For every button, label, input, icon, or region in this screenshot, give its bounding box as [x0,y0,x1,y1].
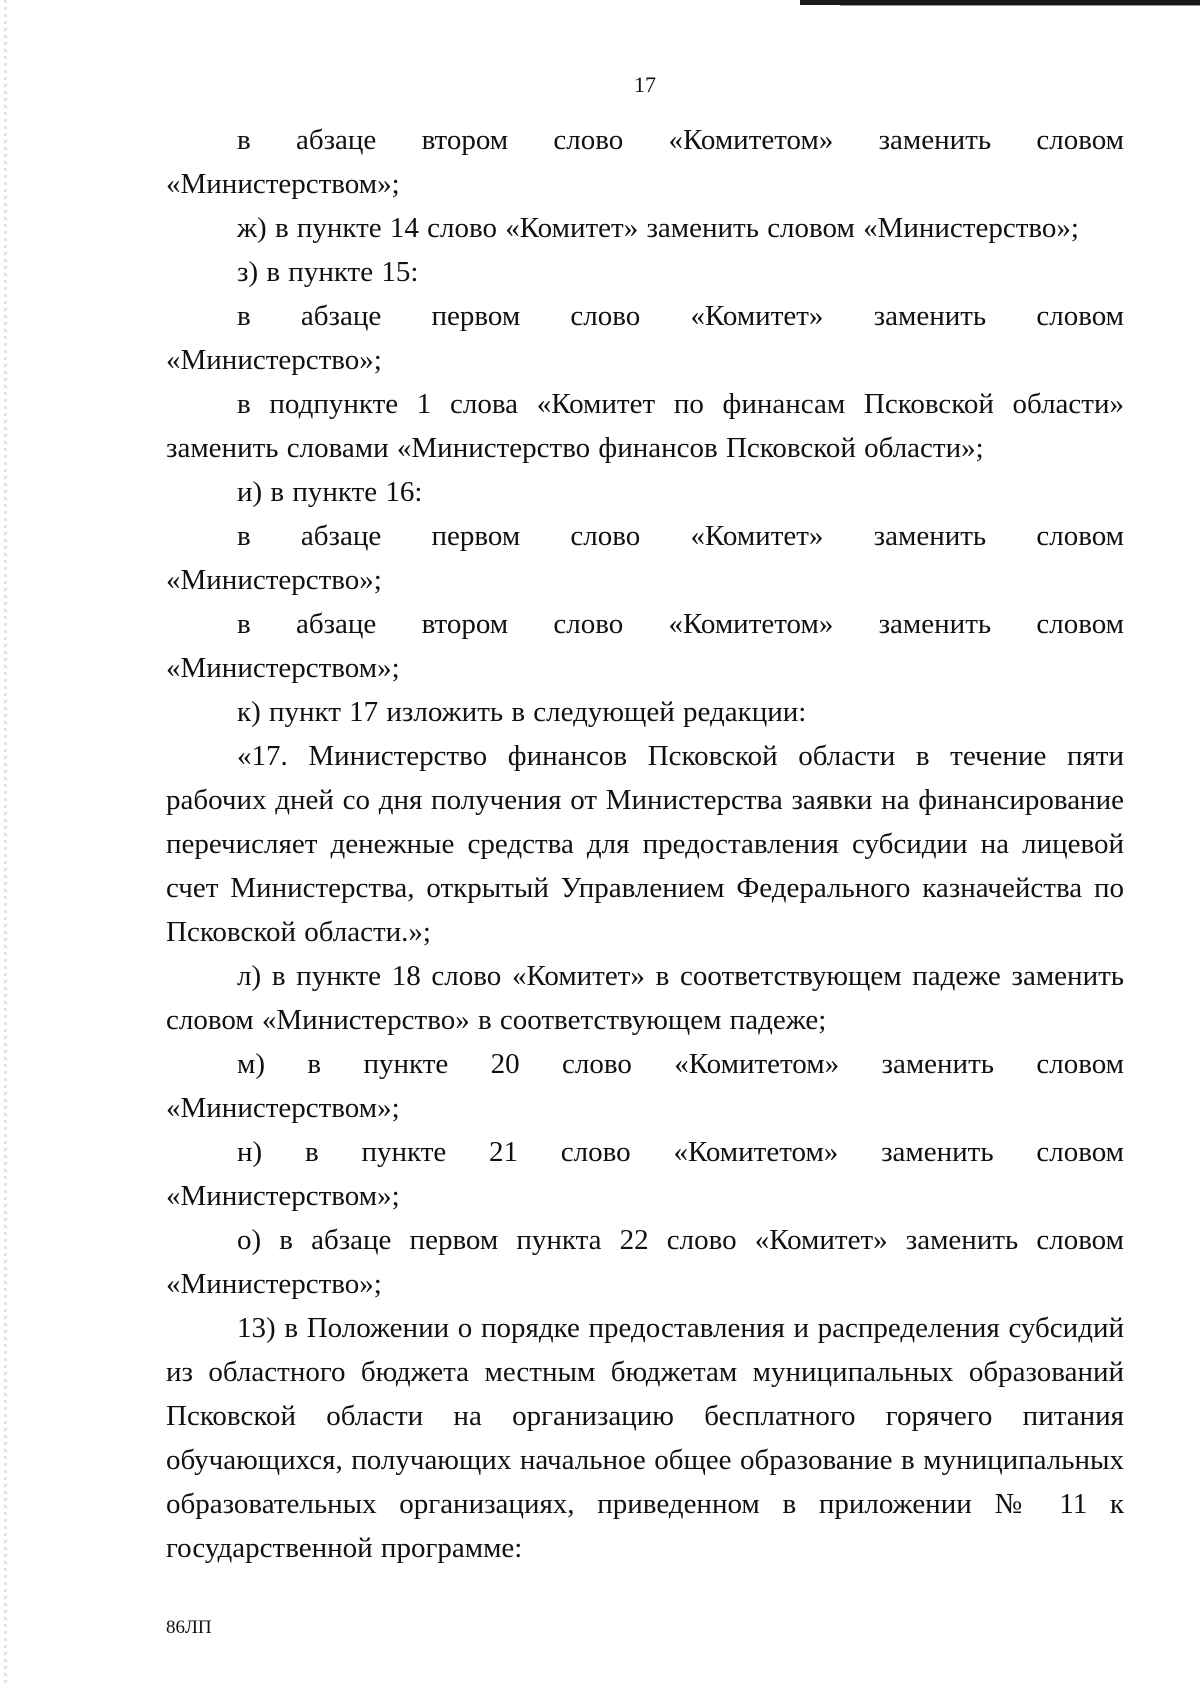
paragraph-line: в абзаце втором слово «Комитетом» заменить словом [237,124,1124,156]
scan-top-edge-shadow [840,5,1200,6]
scan-left-edge [4,0,7,1686]
paragraph-line: н) в пункте 21 слово «Комитетом» заменить словом [237,1136,1124,1168]
paragraph-11: л) в пункте 18 слово «Комитет» в соответствующем падеже заменить словом «Министерство» в соответствующем падеже; [166,960,1124,1036]
document-body [166,118,1124,1570]
paragraph-10: «17. Министерство финансов Псковской области в течение пяти рабочих дней со дня получения от Министерства заявки на финансирование перечисляет денежные средства для предоставления субсидии на лицевой счет Министерства, открытый Управлением Федерального казначейства по Псковской области.»; [166,740,1124,948]
paragraph-1 [166,118,1124,206]
paragraph-line: в абзаце первом слово «Комитет» заменить словом [237,520,1124,552]
paragraph-2: ж) в пункте 14 слово «Комитет» заменить словом «Министерство»; [237,212,1079,244]
paragraph-line: м) в пункте 20 слово «Комитетом» заменить словом [237,1048,1124,1080]
paragraph-6: и) в пункте 16: [237,476,423,508]
paragraph-7 [166,514,1124,602]
paragraph-line: в абзаце первом слово «Комитет» заменить словом [237,300,1124,332]
paragraph-4 [166,294,1124,382]
paragraph-13 [166,1130,1124,1218]
paragraph-line: «Министерством»; [166,1180,400,1212]
paragraph-9: к) пункт 17 изложить в следующей редакции: [237,696,807,728]
paragraph-5: в подпункте 1 слова «Комитет по финансам Псковской области» заменить словами «Министерство финансов Псковской области»; [166,388,1124,464]
paragraph-line: «Министерством»; [166,1092,400,1124]
paragraph-8 [166,602,1124,690]
page-number: 17 [634,72,656,97]
paragraph-3: з) в пункте 15: [237,256,419,288]
paragraph-14: о) в абзаце первом пункта 22 слово «Комитет» заменить словом «Министерство»; [166,1224,1124,1300]
paragraph-12 [166,1042,1124,1130]
paragraph-15: 13) в Положении о порядке предоставления и распределения субсидий из областного бюджета местным бюджетам муниципальных образований Псковской области на организацию бесплатного горячего питания обучающихся, получающих начальное общее образование в муниципальных образовательных организациях, приведенном в приложении № 11 к государственной программе: [166,1312,1124,1564]
paragraph-line: «Министерством»; [166,168,400,200]
document-code: 86ЛП [166,1617,212,1638]
paragraph-line: «Министерство»; [166,564,382,596]
paragraph-line: «Министерством»; [166,652,400,684]
paragraph-line: «Министерство»; [166,344,382,376]
paragraph-line: в абзаце втором слово «Комитетом» заменить словом [237,608,1124,640]
